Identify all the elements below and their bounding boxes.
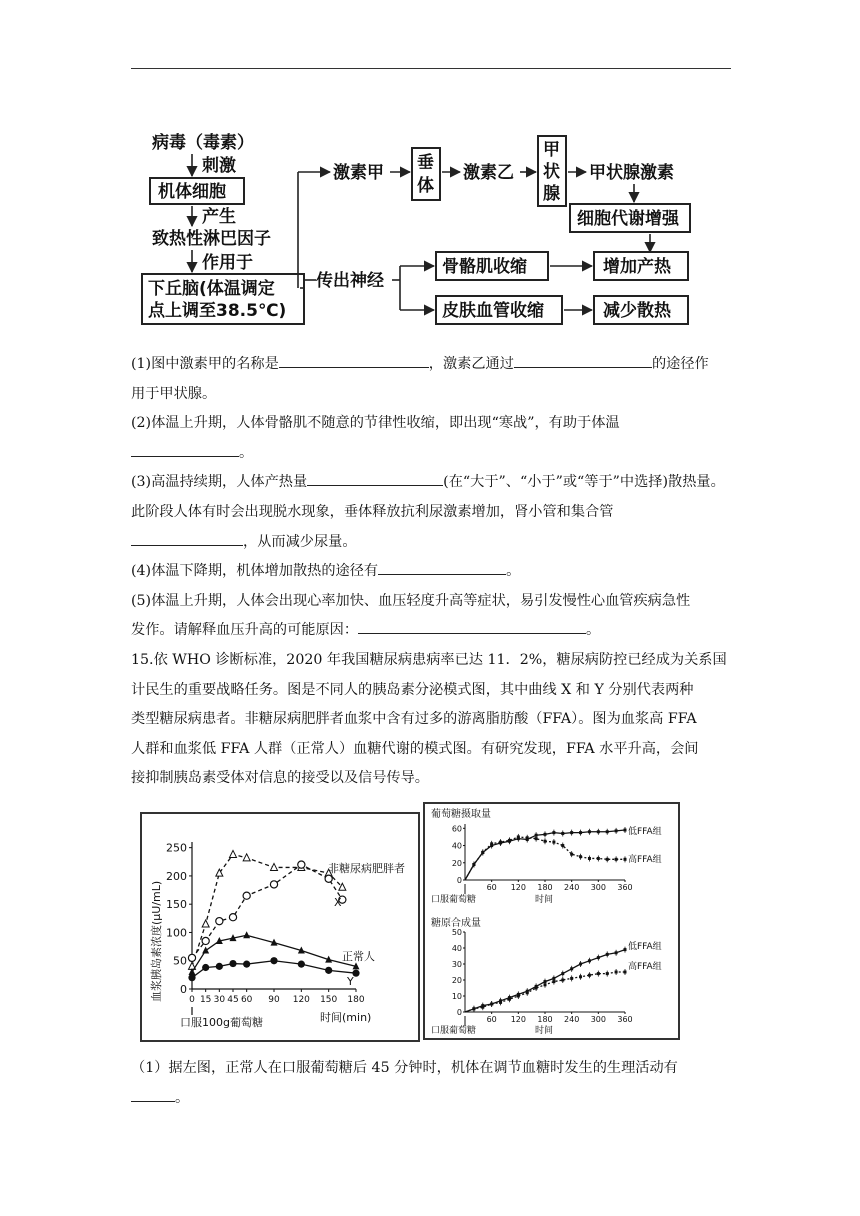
data-point [188, 954, 195, 961]
legend-x: X [334, 896, 342, 909]
glycogen-annotation: 口服葡萄糖 [431, 1026, 477, 1036]
answer-blank[interactable] [131, 1086, 175, 1102]
q2-text-a: (2)体温上升期，人体骨骼肌不随意的节律性收缩，即出现“寒战”，有助于体温 [131, 415, 620, 432]
y-tick-label: 0 [456, 1008, 462, 1017]
sub-question-1-line1: （1）据左图，正常人在口服葡萄糖后 45 分钟时，机体在调节血糖时发生的生理活动有 [131, 1060, 678, 1076]
header-rule [131, 68, 731, 69]
data-point [597, 956, 600, 959]
q4-text-b: 。 [506, 563, 521, 580]
answer-blank[interactable] [307, 470, 443, 486]
uptake-y-label: 葡萄糖摄取量 [431, 809, 491, 820]
q1-text-b: ，激素乙通过 [428, 356, 514, 372]
legend-obese: 非糖尿病肥胖者 [328, 862, 405, 875]
y-tick-label: 10 [451, 992, 462, 1001]
y-tick-label: 200 [166, 869, 187, 883]
question-15-line2: 计民生的重要战略任务。图是不同人的胰岛素分泌模式图，其中曲线 X 和 Y 分别代表两种 [131, 681, 694, 698]
data-point [298, 861, 305, 868]
data-point [188, 974, 195, 981]
data-point [561, 844, 564, 847]
data-point [588, 830, 591, 833]
data-point [517, 835, 520, 838]
data-point [216, 918, 223, 925]
data-point [552, 980, 555, 983]
y-tick-label: 250 [166, 841, 187, 855]
metabolism-label: 细胞代谢增强 [577, 209, 679, 229]
x-tick-label: 180 [347, 995, 365, 1005]
question-5: (5)体温上升期，人体会出现心率加快、血压轻度升高等症状，易引发慢性心血管疾病急性 [131, 592, 691, 609]
series-label: 低FFA组 [628, 827, 662, 837]
x-tick-label: 45 [227, 995, 239, 1005]
q2-text-b: 。 [239, 444, 254, 461]
data-point [588, 959, 591, 962]
data-point [499, 841, 502, 844]
data-point [325, 875, 332, 882]
question-2 [131, 409, 731, 439]
x-tick-label: 15 [199, 995, 212, 1005]
uptake-x-label: 时间 [535, 895, 554, 905]
data-point [624, 829, 627, 832]
ffa-charts [423, 802, 680, 1040]
q5-text-b: 发作。请解释血压升高的可能原因： [131, 622, 359, 639]
data-point [579, 975, 582, 978]
data-point [517, 995, 520, 998]
data-point [271, 863, 278, 870]
legend-normal: 正常人 [342, 950, 375, 963]
data-point [606, 972, 609, 975]
data-point [570, 977, 573, 980]
data-point [552, 841, 555, 844]
pyrogen-label: 致热性淋巴因子 [152, 229, 271, 249]
y-tick-label: 20 [451, 976, 462, 985]
ffa-charts-svg [425, 804, 678, 1038]
x-tick-label: 0 [189, 995, 195, 1005]
answer-blank[interactable] [131, 441, 239, 457]
y-axis-label: 血浆胰岛素浓度(μU/mL) [150, 880, 163, 1002]
data-point [481, 851, 484, 854]
answer-blank[interactable] [378, 559, 506, 575]
question-3-line2: 此阶段人体有时会出现脱水现象，垂体释放抗利尿激素增加，肾小管和集合管 [131, 503, 614, 520]
efferent-label: 传出神经 [316, 271, 384, 291]
muscle-label: 骨骼肌收缩 [442, 257, 527, 277]
question-1 [131, 350, 731, 380]
question-15-line1: 15.依 WHO 诊断标准，2020 年我国糖尿病患病率已达 11．2%，糖尿病防控已经成为关系国 [131, 651, 727, 668]
annotation-label: 口服100g葡萄糖 [180, 1016, 263, 1029]
data-point [508, 839, 511, 842]
fever-flowchart [140, 128, 700, 334]
answer-blank[interactable] [131, 530, 243, 546]
data-point [579, 855, 582, 858]
data-point [481, 1006, 484, 1009]
y-tick-label: 40 [451, 944, 462, 953]
y-tick-label: 50 [451, 928, 462, 937]
data-point [202, 947, 209, 954]
data-point [570, 967, 573, 970]
heat-up-label: 增加产热 [603, 257, 671, 277]
y-tick-label: 60 [451, 824, 462, 834]
data-point [243, 961, 250, 968]
answer-blank[interactable] [514, 352, 652, 368]
question-4 [131, 557, 731, 587]
data-point [544, 840, 547, 843]
sub1-text-b: 。 [175, 1089, 190, 1106]
data-point [588, 974, 591, 977]
data-point [270, 881, 277, 888]
data-point [508, 998, 511, 1001]
legend-y: Y [347, 975, 354, 988]
series-line [465, 830, 625, 880]
data-point [615, 829, 618, 832]
heat-down-label: 减少散热 [603, 301, 671, 321]
x-tick-label: 180 [537, 883, 553, 892]
glycogen-x-label: 时间 [535, 1026, 554, 1036]
series-label: 高FFA组 [628, 962, 662, 972]
q5-text-c: 。 [586, 622, 601, 639]
thyroid-char-1: 甲 [543, 140, 560, 160]
data-point [552, 831, 555, 834]
q4-text-a: (4)体温下降期，机体增加散热的途径有 [131, 563, 379, 580]
data-point [624, 858, 627, 861]
virus-label: 病毒（毒素） [152, 133, 254, 153]
data-point [490, 842, 493, 845]
data-point [561, 972, 564, 975]
x-tick-label: 300 [590, 1015, 606, 1024]
y-tick-label: 0 [456, 876, 462, 885]
data-point [229, 914, 236, 921]
data-point [243, 892, 250, 899]
data-point [606, 953, 609, 956]
q3-text-a: (3)高温持续期，人体产热量 [131, 474, 308, 491]
data-point [579, 963, 582, 966]
glycogen-y-label: 糖原合成量 [431, 918, 481, 929]
question-3 [131, 468, 731, 498]
pituitary-char-2: 体 [417, 176, 434, 196]
y-tick-label: 40 [451, 841, 462, 851]
x-tick-label: 120 [510, 1015, 526, 1024]
data-point [570, 831, 573, 834]
q3-text-d: ，从而减少尿量。 [243, 533, 357, 550]
q3-text-b: (在“大于”、“小于”或“等于”中选择)散热量。 [443, 474, 725, 491]
x-tick-label: 60 [486, 1015, 497, 1024]
data-point [499, 1001, 502, 1004]
data-point [202, 920, 209, 927]
data-point [526, 836, 529, 839]
vessel-label: 皮肤血管收缩 [442, 301, 544, 321]
data-point [544, 833, 547, 836]
x-tick-label: 240 [564, 1015, 580, 1024]
x-tick-label: 360 [617, 1015, 633, 1024]
data-point [472, 863, 475, 866]
data-point [588, 857, 591, 860]
data-point [615, 951, 618, 954]
data-point [606, 858, 609, 861]
question-block [131, 350, 731, 794]
x-tick-label: 300 [590, 883, 606, 892]
x-tick-label: 60 [486, 883, 497, 892]
data-point [535, 987, 538, 990]
data-point [606, 830, 609, 833]
y-tick-label: 20 [451, 858, 462, 868]
x-tick-label: 240 [564, 883, 580, 892]
hormone-a-label: 激素甲 [333, 163, 384, 183]
hypothalamus-line1: 下丘脑(体温调定 [148, 279, 275, 299]
data-point [535, 837, 538, 840]
y-tick-label: 0 [180, 983, 187, 996]
data-point [243, 854, 250, 861]
insulin-chart [140, 812, 420, 1042]
data-point [615, 858, 618, 861]
sub-question-1-line2 [131, 1084, 731, 1114]
produce-label: 产生 [202, 207, 236, 227]
hormone-b-label: 激素乙 [463, 163, 514, 183]
body-cell-label: 机体细胞 [158, 182, 226, 202]
data-point [216, 963, 223, 970]
x-tick-label: 180 [537, 1015, 553, 1024]
pituitary-char-1: 垂 [417, 153, 434, 173]
data-point [202, 964, 209, 971]
x-tick-label: 90 [268, 995, 280, 1005]
x-axis-label: 时间(min) [320, 1011, 372, 1024]
data-point [472, 1007, 475, 1010]
x-tick-label: 120 [510, 883, 526, 892]
x-tick-label: 60 [240, 995, 253, 1005]
data-point [202, 937, 209, 944]
hypothalamus-line2: 点上调至38.5℃) [148, 301, 287, 321]
y-tick-label: 150 [166, 898, 187, 912]
data-point [243, 931, 250, 938]
thyroid-char-2: 状 [543, 162, 560, 182]
answer-blank[interactable] [358, 618, 586, 634]
question-15-line3: 类型糖尿病患者。非糖尿病肥胖者血浆中含有过多的游离脂肪酸（FFA）。图为血浆高 FFA [131, 711, 697, 728]
flowchart-svg [140, 128, 700, 334]
stimulate-label: 刺激 [202, 156, 236, 176]
question-1-cont: 用于甲状腺。 [131, 385, 217, 402]
insulin-chart-svg [142, 814, 418, 1040]
x-tick-label: 150 [320, 995, 338, 1005]
data-point [298, 961, 305, 968]
series-label: 低FFA组 [628, 942, 662, 952]
data-point [490, 1003, 493, 1006]
data-point [544, 983, 547, 986]
q1-text-c: 的途径作 [651, 356, 709, 372]
question-15-line5: 接抑制胰岛素受体对信息的接受以及信号传导。 [131, 770, 429, 787]
series-label: 高FFA组 [628, 855, 662, 865]
data-point [624, 971, 627, 974]
data-point [229, 960, 236, 967]
data-point [526, 991, 529, 994]
y-tick-label: 50 [173, 954, 187, 968]
data-point [597, 972, 600, 975]
data-point [597, 830, 600, 833]
data-point [561, 979, 564, 982]
q1-text-a: (1)图中激素甲的名称是 [131, 356, 279, 372]
sub-question-1 [131, 1054, 731, 1113]
question-2-cont [131, 439, 731, 469]
x-tick-label: 30 [213, 995, 226, 1005]
x-tick-label: 360 [617, 883, 633, 892]
data-point [325, 967, 332, 974]
series-line [465, 972, 625, 1012]
question-3-line3 [131, 528, 731, 558]
question-5-line2 [131, 616, 731, 646]
data-point [579, 831, 582, 834]
data-point [615, 971, 618, 974]
data-point [597, 857, 600, 860]
data-point [561, 832, 564, 835]
data-point [570, 853, 573, 856]
question-15-line4: 人群和血浆低 FFA 人群（正常人）血糖代谢的模式图。有研究发现，FFA 水平升高，会间 [131, 740, 699, 757]
series-line [192, 854, 342, 966]
x-tick-label: 120 [292, 995, 310, 1005]
thyroid-char-3: 腺 [543, 184, 560, 204]
uptake-annotation: 口服葡萄糖 [431, 895, 477, 905]
answer-blank[interactable] [279, 352, 429, 368]
thyroid-hormone-label: 甲状腺激素 [589, 163, 674, 183]
act-on-label: 作用于 [202, 253, 253, 273]
data-point [270, 957, 277, 964]
data-point [230, 850, 237, 857]
data-point [624, 948, 627, 951]
y-tick-label: 30 [451, 960, 462, 969]
y-tick-label: 100 [166, 926, 187, 940]
